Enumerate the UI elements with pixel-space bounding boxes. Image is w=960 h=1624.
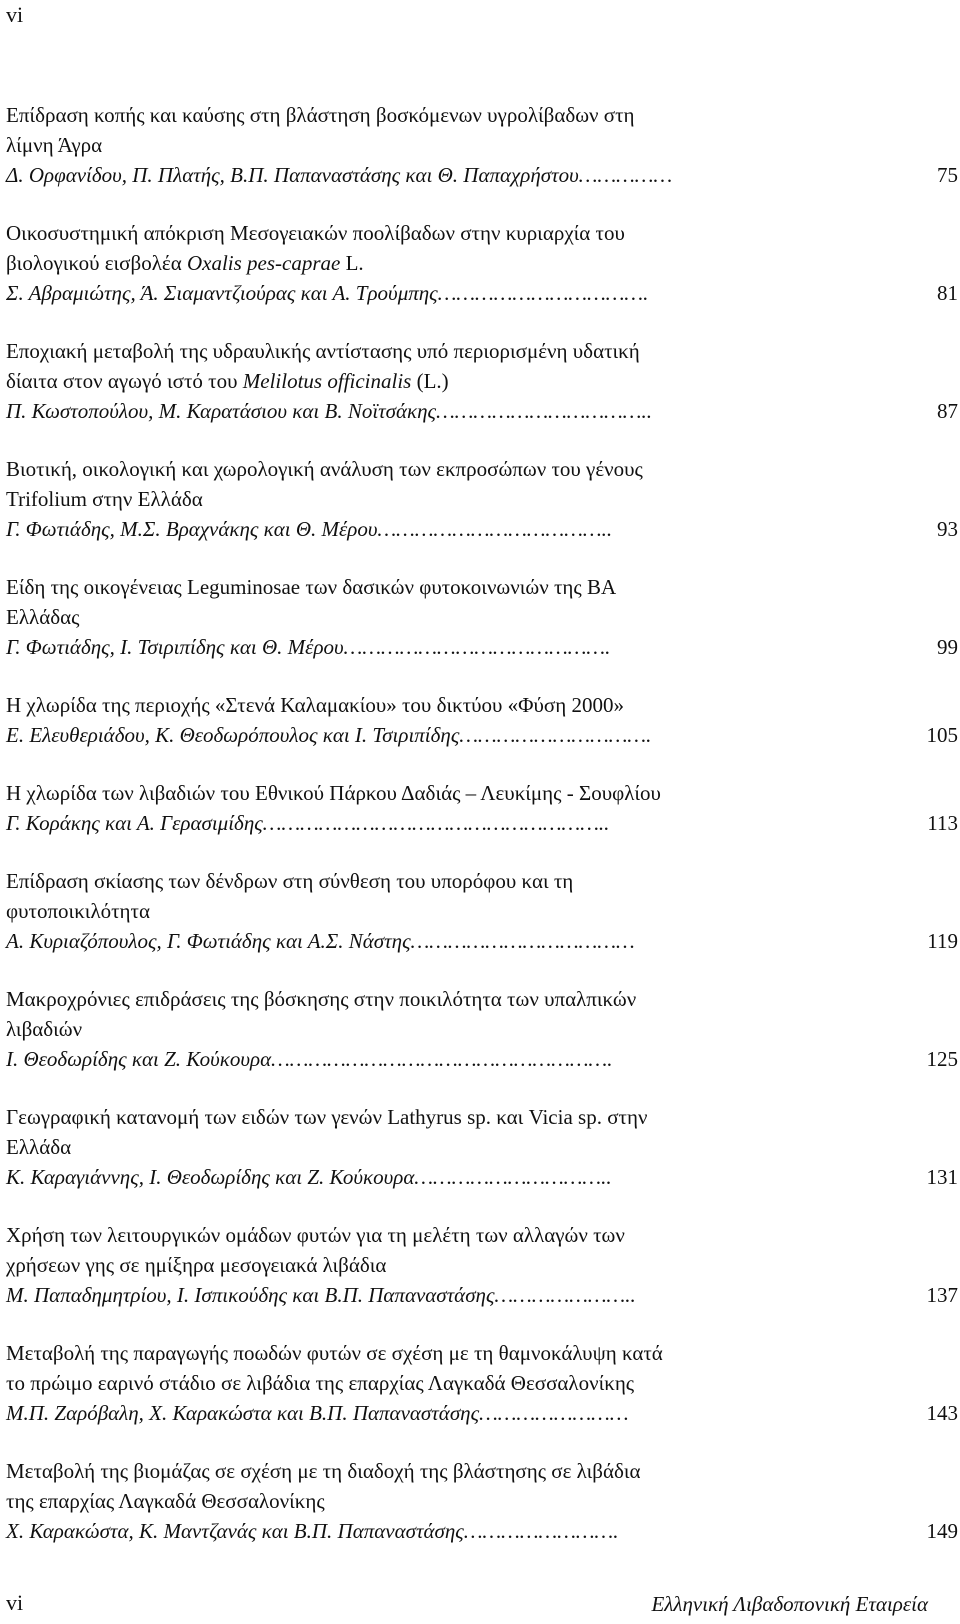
authors: Γ. Φωτιάδης, Ι. Τσιριπίδης και Θ. Μέρου — [6, 635, 344, 659]
publisher-footer: Ελληνική Λιβαδοπονική Εταιρεία — [651, 1592, 928, 1616]
toc-entry — [6, 778, 958, 838]
title-text: Trifolium στην Ελλάδα — [6, 487, 203, 511]
toc-entry-authors-line — [6, 1398, 958, 1428]
toc-entry — [6, 1456, 958, 1546]
authors: Μ. Παπαδημητρίου, Ι. Ισπικούδης και Β.Π. Παπαναστάσης — [6, 1283, 495, 1307]
toc-entry-title-line — [6, 218, 958, 248]
toc-entry-title-line — [6, 484, 958, 514]
authors: Ε. Ελευθεριάδου, Κ. Θεοδωρόπουλος και Ι. Τσιριπίδης — [6, 723, 460, 747]
dot-leader: ……………………………. — [437, 281, 649, 305]
toc-entry-authors-line — [6, 278, 958, 308]
page-number: 75 — [937, 163, 958, 187]
scientific-name: Oxalis pes-caprae — [186, 251, 341, 275]
dot-leader: ……………………………….. — [377, 517, 613, 541]
toc-entry-title-line — [6, 690, 958, 720]
title-text: Ελλάδας — [6, 605, 80, 629]
toc-entry-title-line — [6, 1368, 958, 1398]
toc-entry-title-line — [6, 130, 958, 160]
toc-entry-title-line — [6, 1220, 958, 1250]
toc-entry-authors-line — [6, 1162, 958, 1192]
title-text: Γεωγραφική κατανομή των ειδών των γενών Lathyrus sp. και Vicia sp. στην — [6, 1105, 648, 1129]
toc-entry — [6, 336, 958, 426]
page-number: 149 — [926, 1519, 958, 1543]
page-number-top: vi — [6, 2, 24, 27]
dot-leader: ………………………………………………. — [271, 1047, 613, 1071]
toc-entry-title-line — [6, 572, 958, 602]
toc-entry — [6, 866, 958, 956]
title-text: Η χλωρίδα των λιβαδιών του Εθνικού Πάρκου Δαδιάς – Λευκίμης - Σουφλίου — [6, 781, 661, 805]
page-number: 99 — [937, 635, 958, 659]
toc-entry-authors-line — [6, 396, 958, 426]
title-text: Επίδραση κοπής και καύσης στη βλάστηση βοσκόμενων υγρολίβαδων στη — [6, 103, 635, 127]
title-text: δίαιτα στον αγωγό ιστό του — [6, 369, 243, 393]
title-text: Οικοσυστημική απόκριση Μεσογειακών ποολίβαδων στην κυριαρχία του — [6, 221, 625, 245]
title-text: Ελλάδα — [6, 1135, 72, 1159]
title-text: Η χλωρίδα της περιοχής «Στενά Καλαμακίου» του δικτύου «Φύση 2000» — [6, 693, 624, 717]
dot-leader: ……………………………………………….. — [262, 811, 610, 835]
toc-entry — [6, 1220, 958, 1310]
page-number: 131 — [926, 1165, 958, 1189]
toc-entry-title-line — [6, 1132, 958, 1162]
title-tail: (L.) — [411, 369, 449, 393]
toc-entry-title-line — [6, 248, 958, 278]
title-text: Μακροχρόνιες επιδράσεις της βόσκησης στην ποικιλότητα των υπαλπικών — [6, 987, 637, 1011]
toc-entry-title-line — [6, 1014, 958, 1044]
toc-entry — [6, 1338, 958, 1428]
toc-entry — [6, 100, 958, 190]
toc-entry-title-line — [6, 1338, 958, 1368]
page-number: 113 — [927, 811, 958, 835]
toc-entry — [6, 572, 958, 662]
dot-leader: …………………………. — [459, 723, 652, 747]
toc-entry-authors-line — [6, 926, 958, 956]
toc-entry-title-line — [6, 602, 958, 632]
toc-entry-title-line — [6, 1486, 958, 1516]
page-number: 87 — [937, 399, 958, 423]
authors: Π. Κωστοπούλου, Μ. Καρατάσιου και Β. Νοϊτσάκης — [6, 399, 437, 423]
title-text: Μεταβολή της παραγωγής ποωδών φυτών σε σχέση με τη θαμνοκάλυψη κατά — [6, 1341, 663, 1365]
page-number: 105 — [926, 723, 958, 747]
authors: Γ. Κοράκης και Α. Γερασιμίδης — [6, 811, 263, 835]
authors: Ι. Θεοδωρίδης και Ζ. Κούκουρα — [6, 1047, 272, 1071]
toc-entry-authors-line — [6, 1280, 958, 1310]
toc-entry — [6, 454, 958, 544]
toc-entry-title-line — [6, 366, 958, 396]
toc-entry-authors-line — [6, 632, 958, 662]
title-text: Επίδραση σκίασης των δένδρων στη σύνθεση του υπορόφου και τη — [6, 869, 574, 893]
toc-entry-title-line — [6, 866, 958, 896]
authors: Κ. Καραγιάννης, Ι. Θεοδωρίδης και Ζ. Κούκουρα — [6, 1165, 415, 1189]
dot-leader: …………………… — [479, 1401, 629, 1425]
title-tail: L. — [340, 251, 364, 275]
toc-entry-title-line — [6, 100, 958, 130]
title-text: Χρήση των λειτουργικών ομάδων φυτών για τη μελέτη των αλλαγών των — [6, 1223, 625, 1247]
page-number: 81 — [937, 281, 958, 305]
authors: Μ.Π. Ζαρόβαλη, Χ. Καρακώστα και Β.Π. Παπαναστάσης — [6, 1401, 480, 1425]
title-text: Μεταβολή της βιομάζας σε σχέση με τη διαδοχή της βλάστησης σε λιβάδια — [6, 1459, 641, 1483]
toc-entry-authors-line — [6, 808, 958, 838]
dot-leader: ………………………….. — [414, 1165, 612, 1189]
dot-leader: ……………………………… — [410, 929, 635, 953]
toc-entry — [6, 1102, 958, 1192]
authors: Δ. Ορφανίδου, Π. Πλατής, Β.Π. Παπαναστάσης και Θ. Παπαχρήστου — [6, 163, 579, 187]
toc-entry-title-line — [6, 1456, 958, 1486]
toc-entry-title-line — [6, 336, 958, 366]
title-text: φυτοποικιλότητα — [6, 899, 150, 923]
toc-entry-authors-line — [6, 514, 958, 544]
title-text: χρήσεων γης σε ημίξηρα μεσογειακά λιβάδια — [6, 1253, 387, 1277]
dot-leader: ……………………. — [463, 1519, 619, 1543]
toc-entry-authors-line — [6, 1044, 958, 1074]
page-number: 125 — [926, 1047, 958, 1071]
page-number: 137 — [926, 1283, 958, 1307]
authors: Α. Κυριαζόπουλος, Γ. Φωτιάδης και Α.Σ. Νάστης — [6, 929, 411, 953]
toc-entry-title-line — [6, 778, 958, 808]
page-number: 119 — [927, 929, 958, 953]
title-text: της επαρχίας Λαγκαδά Θεσσαλονίκης — [6, 1489, 325, 1513]
toc-entry-title-line — [6, 454, 958, 484]
page-number: 143 — [926, 1401, 958, 1425]
authors: Σ. Αβραμιώτης, Ά. Σιαμαντζιούρας και Α. Τρούμπης — [6, 281, 438, 305]
authors: Χ. Καρακώστα, Κ. Μαντζανάς και Β.Π. Παπαναστάσης — [6, 1519, 464, 1543]
toc-entry-title-line — [6, 1102, 958, 1132]
page-number-footer: vi — [6, 1590, 24, 1615]
toc-entry-authors-line — [6, 160, 958, 190]
toc-entry-title-line — [6, 984, 958, 1014]
toc-entry — [6, 690, 958, 750]
toc-entry-authors-line — [6, 1516, 958, 1546]
toc-entry — [6, 984, 958, 1074]
title-text: λιβαδιών — [6, 1017, 83, 1041]
title-text: το πρώιμο εαρινό στάδιο σε λιβάδια της επαρχίας Λαγκαδά Θεσσαλονίκης — [6, 1371, 635, 1395]
authors: Γ. Φωτιάδης, Μ.Σ. Βραχνάκης και Θ. Μέρου — [6, 517, 378, 541]
title-text: λίμνη Άγρα — [6, 133, 103, 157]
scientific-name: Melilotus officinalis — [242, 369, 412, 393]
dot-leader: ………………….. — [494, 1283, 636, 1307]
title-text: Εποχιακή μεταβολή της υδραυλικής αντίστασης υπό περιορισμένη υδατική — [6, 339, 640, 363]
title-text: Βιοτική, οικολογική και χωρολογική ανάλυση των εκπροσώπων του γένους — [6, 457, 643, 481]
title-text: Είδη της οικογένειας Leguminosae των δασικών φυτοκοινωνιών της ΒΑ — [6, 575, 617, 599]
toc-entry-title-line — [6, 896, 958, 926]
dot-leader: …………………………….. — [436, 399, 652, 423]
table-of-contents — [6, 100, 958, 1574]
page-number: 93 — [937, 517, 958, 541]
title-text: βιολογικού εισβολέα — [6, 251, 187, 275]
dot-leader: ……………………………………. — [343, 635, 611, 659]
toc-entry — [6, 218, 958, 308]
toc-entry-title-line — [6, 1250, 958, 1280]
dot-leader: …………… — [578, 163, 673, 187]
toc-entry-authors-line — [6, 720, 958, 750]
